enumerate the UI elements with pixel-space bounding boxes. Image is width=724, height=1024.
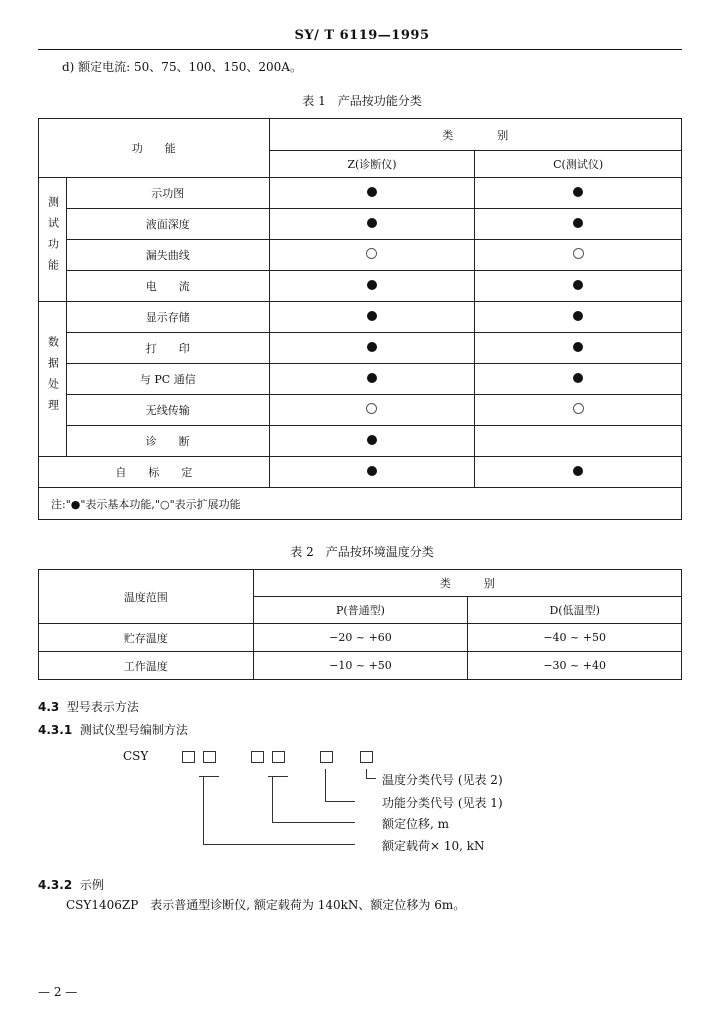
legend-func: 功能分类代号 (见表 1) xyxy=(382,796,503,810)
legend-temp: 温度分类代号 (见表 2) xyxy=(382,773,503,787)
table2-caption: 表 2 产品按环境温度分类 xyxy=(290,545,434,559)
table1-corner: 功 能 xyxy=(39,119,270,178)
table1-col-z: Z(诊断仪) xyxy=(269,151,475,178)
mark-c xyxy=(475,178,682,209)
row-label: 显示存储 xyxy=(66,302,269,333)
row-label: 工作温度 xyxy=(39,652,254,680)
row-label: 示功图 xyxy=(66,178,269,209)
cell-p: −10 ~ +50 xyxy=(253,652,468,680)
row-label: 液面深度 xyxy=(66,209,269,240)
model-prefix: CSY xyxy=(123,749,149,763)
page-number: — 2 — xyxy=(38,985,78,999)
mark-z xyxy=(269,364,475,395)
mark-c xyxy=(475,209,682,240)
code-box xyxy=(182,751,195,763)
page-header: SY/ T 6119—1995 xyxy=(294,28,430,43)
table1-note: 注:"●"表示基本功能,"○"表示扩展功能 xyxy=(39,488,682,520)
row-label: 贮存温度 xyxy=(39,624,254,652)
mark-c xyxy=(475,457,682,488)
table1-caption: 表 1 产品按功能分类 xyxy=(302,94,422,108)
row-label: 诊 断 xyxy=(66,426,269,457)
mark-z xyxy=(269,457,475,488)
row-label: 自 标 定 xyxy=(39,457,270,488)
mark-z xyxy=(269,302,475,333)
cell-p: −20 ~ +60 xyxy=(253,624,468,652)
code-box xyxy=(272,751,285,763)
section-4-3-2: 4.3.2 示例 xyxy=(38,878,104,892)
mark-z xyxy=(269,271,475,302)
group-test: 测试功能 xyxy=(39,178,67,302)
legend-load: 额定载荷× 10, kN xyxy=(382,839,485,853)
section-4-3-1: 4.3.1 测试仪型号编制方法 xyxy=(38,723,188,737)
table1-group-header: 类 别 xyxy=(269,119,681,151)
table2-corner: 温度范围 xyxy=(39,570,254,624)
row-label: 无线传输 xyxy=(66,395,269,426)
row-label: 电 流 xyxy=(66,271,269,302)
mark-c xyxy=(475,395,682,426)
row-label: 打 印 xyxy=(66,333,269,364)
mark-z xyxy=(269,426,475,457)
table2 xyxy=(38,569,682,680)
code-box xyxy=(203,751,216,763)
mark-c xyxy=(475,364,682,395)
mark-z xyxy=(269,333,475,364)
mark-c xyxy=(475,333,682,364)
mark-z xyxy=(269,395,475,426)
table1 xyxy=(38,118,682,520)
table2-group-header: 类 别 xyxy=(253,570,681,597)
table1-col-c: C(测试仪) xyxy=(475,151,682,178)
code-box xyxy=(320,751,333,763)
example-text: CSY1406ZP 表示普通型诊断仪, 额定载荷为 140kN、额定位移为 6m。 xyxy=(66,898,466,912)
header-rule xyxy=(38,49,682,50)
cell-d: −40 ~ +50 xyxy=(468,624,682,652)
table2-col-p: P(普通型) xyxy=(253,597,468,624)
intro-line: d) 额定电流: 50、75、100、150、200A。 xyxy=(62,60,302,74)
section-4-3: 4.3 型号表示方法 xyxy=(38,700,139,714)
code-box xyxy=(251,751,264,763)
mark-c-empty xyxy=(475,426,682,457)
mark-z xyxy=(269,240,475,271)
legend-disp: 额定位移, m xyxy=(382,817,450,831)
table2-col-d: D(低温型) xyxy=(468,597,682,624)
row-label: 漏失曲线 xyxy=(66,240,269,271)
group-data: 数据处理 xyxy=(39,302,67,457)
mark-c xyxy=(475,240,682,271)
row-label: 与 PC 通信 xyxy=(66,364,269,395)
mark-c xyxy=(475,271,682,302)
mark-z xyxy=(269,178,475,209)
cell-d: −30 ~ +40 xyxy=(468,652,682,680)
mark-z xyxy=(269,209,475,240)
mark-c xyxy=(475,302,682,333)
code-box xyxy=(360,751,373,763)
